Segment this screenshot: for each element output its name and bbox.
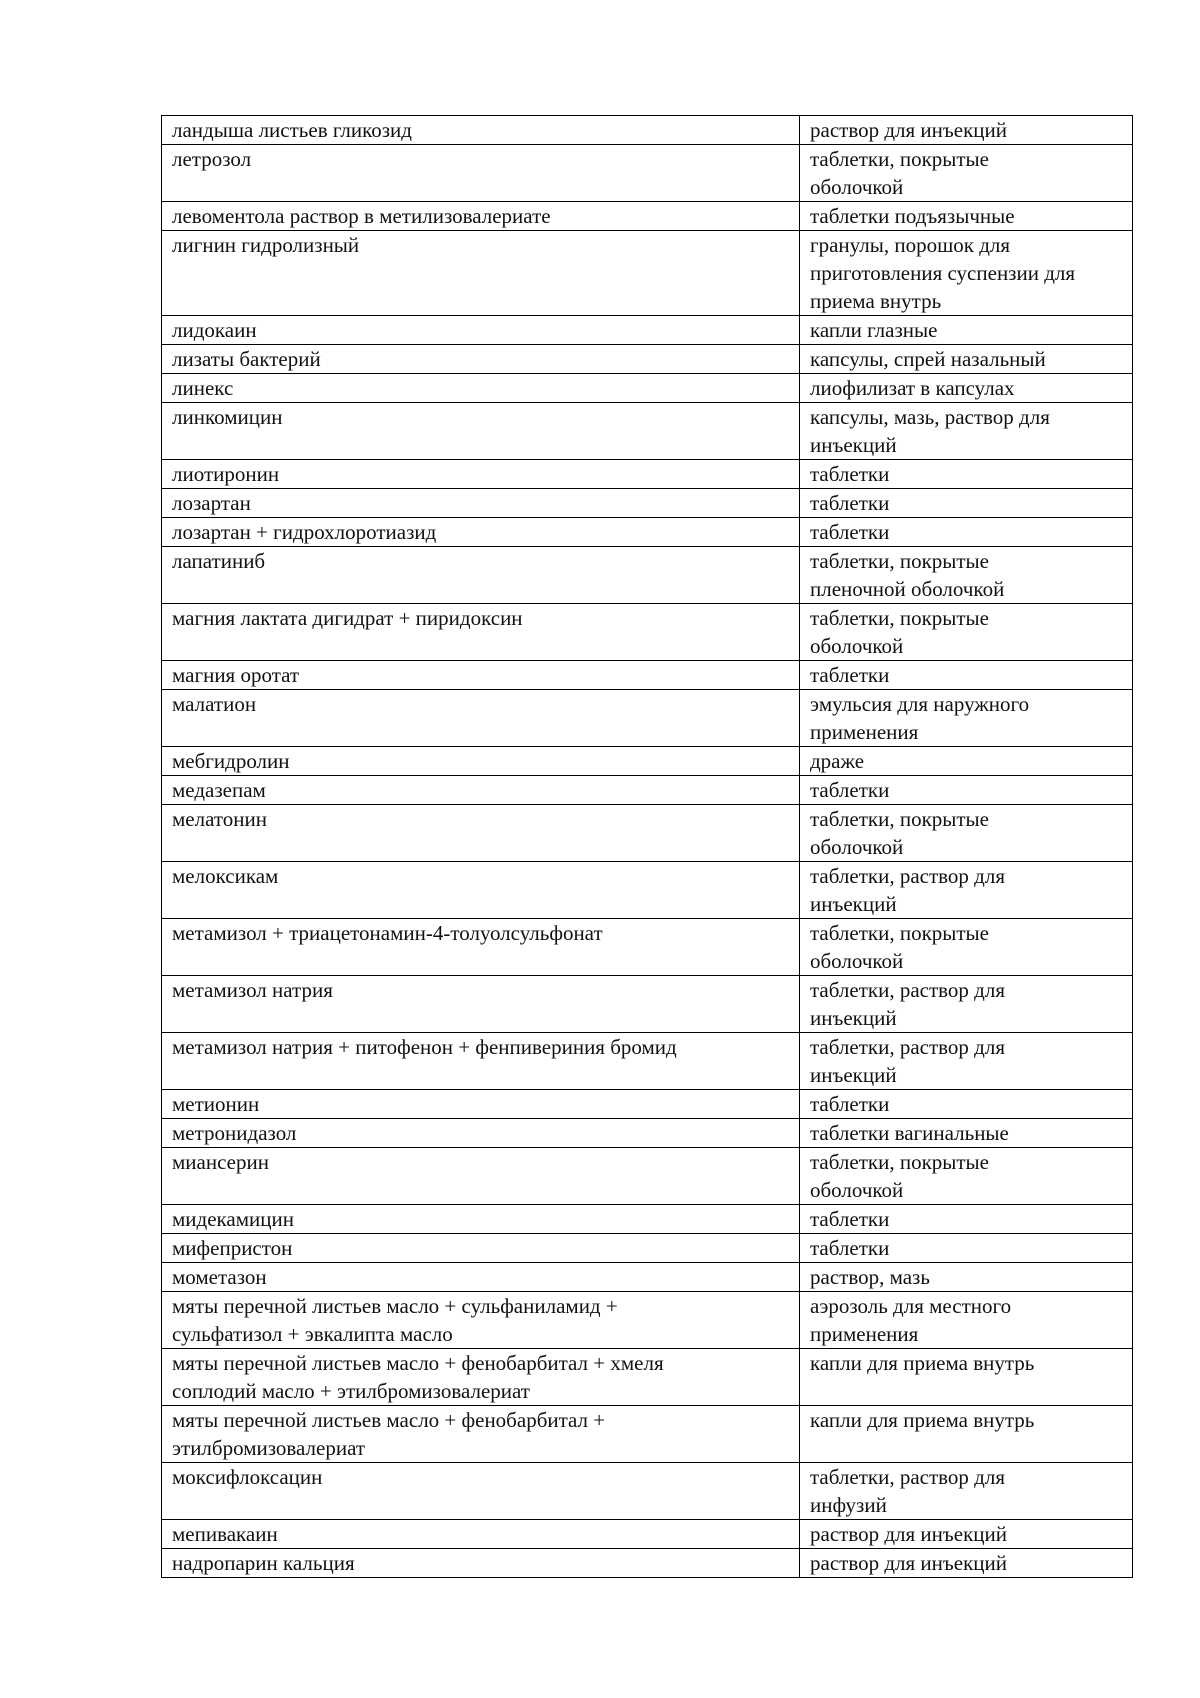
table-row xyxy=(162,1119,1133,1148)
dosage-form-cell: капсулы, спрей назальный xyxy=(800,345,1133,374)
table-row xyxy=(162,1033,1133,1090)
dosage-form-cell: гранулы, порошок для приготовления суспензии для приема внутрь xyxy=(800,231,1133,316)
table-row xyxy=(162,116,1133,145)
dosage-form-cell: таблетки, покрытые пленочной оболочкой xyxy=(800,547,1133,604)
dosage-form-cell: лиофилизат в капсулах xyxy=(800,374,1133,403)
table-row xyxy=(162,1292,1133,1349)
dosage-form-cell: таблетки вагинальные xyxy=(800,1119,1133,1148)
table-row xyxy=(162,1205,1133,1234)
table-row xyxy=(162,374,1133,403)
drug-name-cell: мепивакаин xyxy=(162,1520,800,1549)
drug-name-cell: метамизол + триацетонамин-4-толуолсульфонат xyxy=(162,919,800,976)
table-row xyxy=(162,747,1133,776)
drug-name-cell: малатион xyxy=(162,690,800,747)
dosage-form-cell: таблетки подъязычные xyxy=(800,202,1133,231)
table-row xyxy=(162,518,1133,547)
drug-name-cell: лапатиниб xyxy=(162,547,800,604)
table-row xyxy=(162,976,1133,1033)
drug-name-cell: магния оротат xyxy=(162,661,800,690)
drug-name-cell: мометазон xyxy=(162,1263,800,1292)
dosage-form-cell: капли для приема внутрь xyxy=(800,1406,1133,1463)
drug-name-cell: мидекамицин xyxy=(162,1205,800,1234)
drug-name-cell: мяты перечной листьев масло + сульфаниламид + сульфатизол + эвкалипта масло xyxy=(162,1292,800,1349)
drug-name-cell: линекс xyxy=(162,374,800,403)
dosage-form-cell: таблетки xyxy=(800,661,1133,690)
table-row xyxy=(162,661,1133,690)
drug-name-cell: медазепам xyxy=(162,776,800,805)
drug-name-cell: левоментола раствор в метилизовалериате xyxy=(162,202,800,231)
drug-name-cell: лозартан + гидрохлоротиазид xyxy=(162,518,800,547)
table-row xyxy=(162,345,1133,374)
drug-name-cell: метамизол натрия + питофенон + фенпивериния бромид xyxy=(162,1033,800,1090)
table-row xyxy=(162,202,1133,231)
table-row xyxy=(162,145,1133,202)
dosage-form-cell: раствор для инъекций xyxy=(800,1549,1133,1578)
drug-name-cell: моксифлоксацин xyxy=(162,1463,800,1520)
dosage-form-cell: таблетки xyxy=(800,1090,1133,1119)
table-row xyxy=(162,231,1133,316)
drug-name-cell: лидокаин xyxy=(162,316,800,345)
table-row xyxy=(162,1148,1133,1205)
drug-name-cell: метамизол натрия xyxy=(162,976,800,1033)
table-row xyxy=(162,316,1133,345)
dosage-form-cell: раствор для инъекций xyxy=(800,116,1133,145)
dosage-form-cell: таблетки, раствор для инъекций xyxy=(800,862,1133,919)
table-row xyxy=(162,690,1133,747)
table-row xyxy=(162,776,1133,805)
dosage-form-cell: капли для приема внутрь xyxy=(800,1349,1133,1406)
drug-name-cell: мяты перечной листьев масло + фенобарбитал + хмеля соплодий масло + этилбромизовалериат xyxy=(162,1349,800,1406)
dosage-form-cell: капсулы, мазь, раствор для инъекций xyxy=(800,403,1133,460)
dosage-form-cell: драже xyxy=(800,747,1133,776)
dosage-form-cell: таблетки xyxy=(800,1205,1133,1234)
table-body xyxy=(162,116,1133,1578)
table-row xyxy=(162,547,1133,604)
dosage-form-cell: таблетки, покрытые оболочкой xyxy=(800,1148,1133,1205)
table-row xyxy=(162,1090,1133,1119)
dosage-form-cell: эмульсия для наружного применения xyxy=(800,690,1133,747)
table-row xyxy=(162,805,1133,862)
drug-name-cell: метионин xyxy=(162,1090,800,1119)
drug-name-cell: ландыша листьев гликозид xyxy=(162,116,800,145)
drug-name-cell: лигнин гидролизный xyxy=(162,231,800,316)
table-row xyxy=(162,1463,1133,1520)
drug-name-cell: линкомицин xyxy=(162,403,800,460)
dosage-form-cell: таблетки xyxy=(800,1234,1133,1263)
dosage-form-cell: таблетки, раствор для инъекций xyxy=(800,1033,1133,1090)
table-row xyxy=(162,403,1133,460)
drug-name-cell: лозартан xyxy=(162,489,800,518)
dosage-form-cell: таблетки, покрытые оболочкой xyxy=(800,145,1133,202)
table-row xyxy=(162,1263,1133,1292)
drug-name-cell: метронидазол xyxy=(162,1119,800,1148)
drug-name-cell: надропарин кальция xyxy=(162,1549,800,1578)
dosage-form-cell: раствор, мазь xyxy=(800,1263,1133,1292)
drug-name-cell: мелатонин xyxy=(162,805,800,862)
table-row xyxy=(162,460,1133,489)
drug-name-cell: мифепристон xyxy=(162,1234,800,1263)
dosage-form-cell: таблетки, раствор для инъекций xyxy=(800,976,1133,1033)
dosage-form-cell: раствор для инъекций xyxy=(800,1520,1133,1549)
dosage-form-cell: таблетки xyxy=(800,460,1133,489)
table-row xyxy=(162,1349,1133,1406)
drug-name-cell: магния лактата дигидрат + пиридоксин xyxy=(162,604,800,661)
dosage-form-cell: таблетки, покрытые оболочкой xyxy=(800,604,1133,661)
drug-name-cell: летрозол xyxy=(162,145,800,202)
drug-name-cell: мяты перечной листьев масло + фенобарбитал + этилбромизовалериат xyxy=(162,1406,800,1463)
dosage-form-cell: таблетки, покрытые оболочкой xyxy=(800,919,1133,976)
table-row xyxy=(162,1549,1133,1578)
drug-name-cell: мелоксикам xyxy=(162,862,800,919)
dosage-form-cell: таблетки xyxy=(800,776,1133,805)
drug-name-cell: лизаты бактерий xyxy=(162,345,800,374)
table-row xyxy=(162,919,1133,976)
drug-name-cell: мебгидролин xyxy=(162,747,800,776)
drug-name-cell: лиотиронин xyxy=(162,460,800,489)
dosage-form-cell: таблетки, раствор для инфузий xyxy=(800,1463,1133,1520)
drug-table xyxy=(161,115,1133,1578)
table-row xyxy=(162,604,1133,661)
table-row xyxy=(162,1234,1133,1263)
dosage-form-cell: капли глазные xyxy=(800,316,1133,345)
dosage-form-cell: таблетки xyxy=(800,518,1133,547)
dosage-form-cell: аэрозоль для местного применения xyxy=(800,1292,1133,1349)
table-row xyxy=(162,489,1133,518)
dosage-form-cell: таблетки xyxy=(800,489,1133,518)
table-row xyxy=(162,1406,1133,1463)
drug-name-cell: миансерин xyxy=(162,1148,800,1205)
dosage-form-cell: таблетки, покрытые оболочкой xyxy=(800,805,1133,862)
table-row xyxy=(162,1520,1133,1549)
table-row xyxy=(162,862,1133,919)
